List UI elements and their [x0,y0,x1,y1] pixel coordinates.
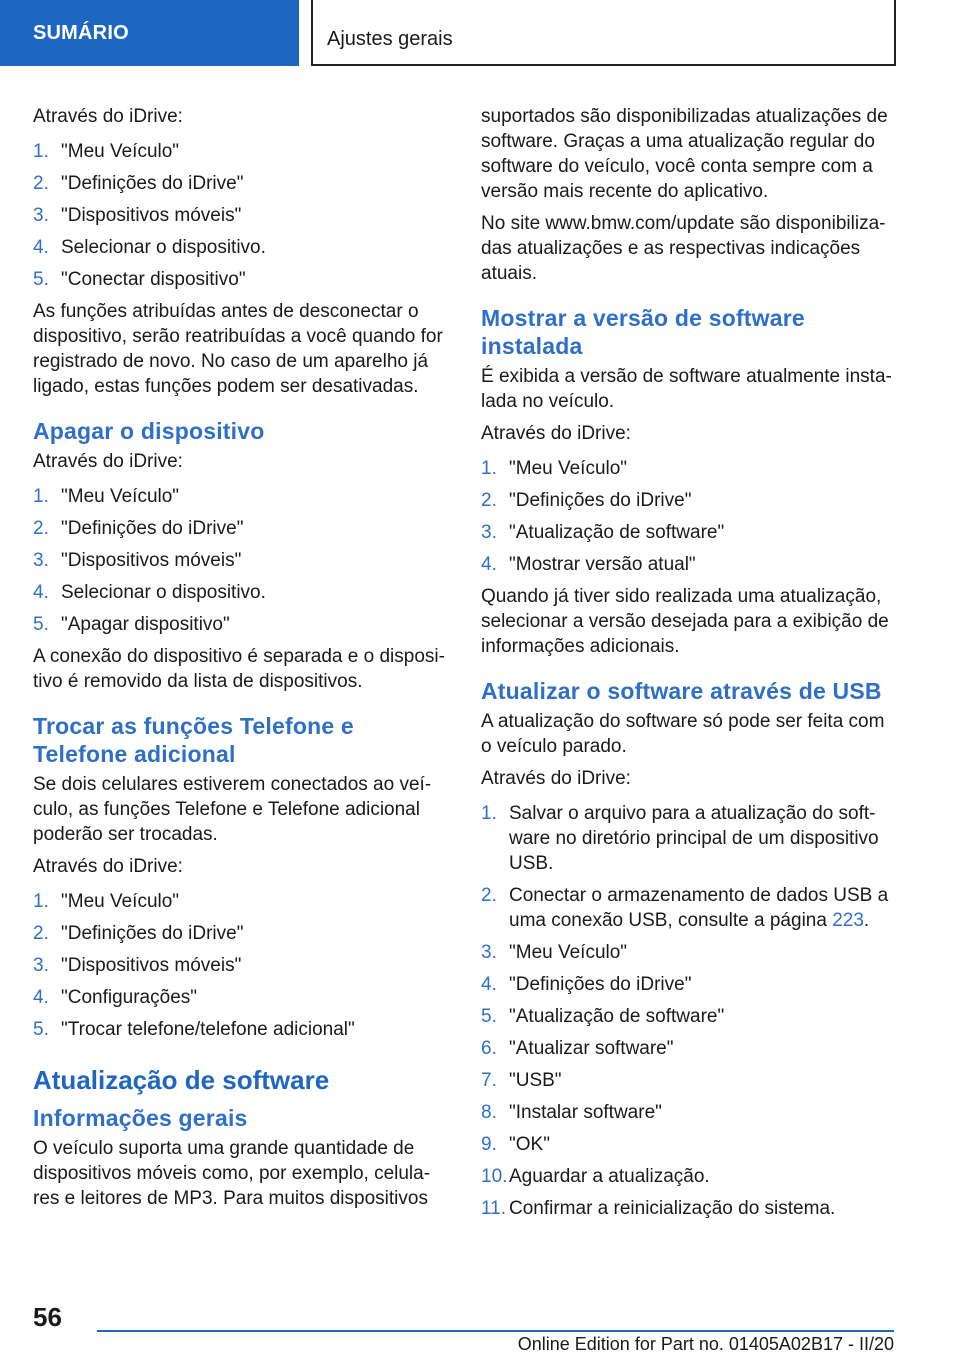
list-item: 3. "Dispositivos móveis" [33,205,242,226]
steps-list [33,889,447,1042]
paragraph: Se dois celulares estiverem conectados ao veículo, as funções Telefone e Telefone adicional poderão ser trocadas. [33,774,432,845]
list-item: 5. "Trocar telefone/telefone adicional" [33,1019,355,1040]
paragraph: O veículo suporta uma grande quantidade de dispositivos móveis como, por exemplo, celulares e leitores de MP3. Para muitos dispositivos [33,1138,431,1209]
heading-usb: Atualizar o software através de USB [481,678,882,704]
list-item: 3. "Dispositivos móveis" [33,550,242,571]
section-title: Ajustes gerais [327,28,453,50]
paragraph: Através do iDrive: [481,423,631,444]
list-item: 10. Aguardar a atualização. [481,1166,710,1187]
paragraph: Através do iDrive: [33,106,183,127]
list-item: 5. "Atualização de software" [481,1006,725,1027]
list-item: 4. Selecionar o dispositivo. [33,582,266,603]
steps-list [481,456,895,577]
paragraph: Através do iDrive: [33,856,183,877]
paragraph: Quando já tiver sido realizada uma atualização, selecionar a versão desejada para a exibição de informações adicionais. [481,586,889,657]
left-column [33,104,447,1218]
section-header-box [311,0,896,66]
list-item: 7. "USB" [481,1070,562,1091]
list-item: 3. "Atualização de software" [481,522,725,543]
list-item: 2. Conectar o armazenamento de dados USB a uma conexão USB, consulte a página 223. [481,885,889,931]
steps-list [33,139,447,292]
heading-apagar: Apagar o dispositivo [33,418,265,444]
list-item: 4. Selecionar o dispositivo. [33,237,266,258]
list-item: 9. "OK" [481,1134,550,1155]
heading-trocar: Trocar as funções Telefone e Telefone adicional [33,713,354,767]
list-item: 4. "Mostrar versão atual" [481,554,696,575]
list-item: 5. "Conectar dispositivo" [33,269,246,290]
list-item: 1. "Meu Veículo" [481,458,628,479]
sumario-tab[interactable]: SUMÁRIO [0,0,299,66]
paragraph: Através do iDrive: [33,451,183,472]
list-item: 1. "Meu Veículo" [33,486,180,507]
footer-divider [97,1330,894,1332]
footer-edition-text: Online Edition for Part no. 01405A02B17 - II/20 [517,1334,894,1354]
page-number: 56 [33,1302,62,1332]
paragraph: As funções atribuídas antes de desconectar o dispositivo, serão reatribuídas a você quando for registrado de novo. No caso de um aparelho já ligado, estas funções podem ser desativadas. [33,301,443,397]
list-item: 11. Confirmar a reinicialização do sistema. [481,1198,836,1219]
paragraph: É exibida a versão de software atualmente instalada no veículo. [481,366,892,412]
heading-informacoes: Informações gerais [33,1105,248,1131]
list-item: 1. "Meu Veículo" [33,891,180,912]
paragraph: Através do iDrive: [481,768,631,789]
list-item: 5. "Apagar dispositivo" [33,614,230,635]
list-item: 2. "Definições do iDrive" [33,518,244,539]
heading-mostrar: Mostrar a versão de software instalada [481,305,805,359]
paragraph: A conexão do dispositivo é separada e o dispositivo é removido da lista de dispositivos. [33,646,445,692]
paragraph: No site www.bmw.com/update são disponibilizadas atualizações e as respectivas indicações atuais. [481,213,886,284]
steps-list [481,801,895,1221]
paragraph: suportados são disponibilizadas atualizações de software. Graças a uma atualização regular do software do veículo, você conta sempre com a versão mais recente do aplicativo. [481,106,888,202]
right-column [481,104,895,1228]
list-item: 1. "Meu Veículo" [33,141,180,162]
paragraph: A atualização do software só pode ser feita com o veículo parado. [481,711,885,757]
page-header [0,0,960,66]
list-item: 6. "Atualizar software" [481,1038,674,1059]
list-item: 3. "Dispositivos móveis" [33,955,242,976]
list-item: 8. "Instalar software" [481,1102,662,1123]
list-item: 1. Salvar o arquivo para a atualização do software no diretório principal de um dispositivo USB. [481,803,879,874]
list-item: 3. "Meu Veículo" [481,942,628,963]
page-reference-link[interactable]: 223 [832,910,864,931]
list-item: 4. "Configurações" [33,987,198,1008]
list-item: 4. "Definições do iDrive" [481,974,692,995]
list-item: 2. "Definições do iDrive" [33,173,244,194]
steps-list [33,484,447,637]
list-item: 2. "Definições do iDrive" [33,923,244,944]
heading-atualizacao: Atualização de software [33,1065,330,1095]
list-item: 2. "Definições do iDrive" [481,490,692,511]
